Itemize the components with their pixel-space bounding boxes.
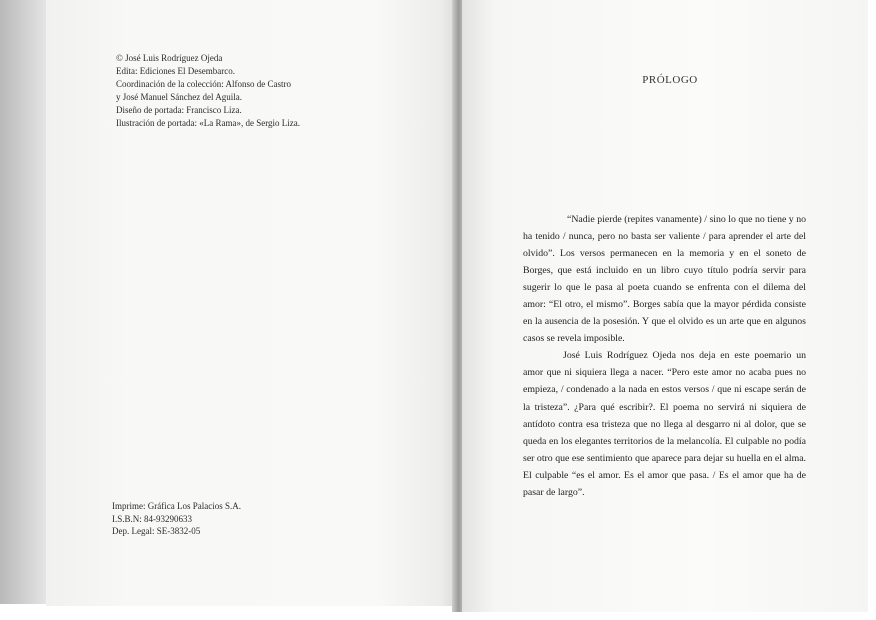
- credit-line: Edita: Ediciones El Desembarco.: [116, 65, 235, 76]
- credit-line: Ilustración de portada: «La Rama», de Sergio Liza.: [116, 117, 301, 128]
- imprint-block: [112, 500, 241, 538]
- imprint-line: Dep. Legal: SE-3832-05: [112, 526, 201, 536]
- prologue-heading: PRÓLOGO: [642, 74, 698, 86]
- book-edge: [0, 0, 48, 604]
- prologue-paragraph: “Nadie pierde (repites vanamente) / sino lo que no tiene y no ha tenido / nunca, pero no basta ser valiente / para aprender el arte del olvido”. Los versos permanecen en la memoria y en el soneto de Borges, que está incluido en un libro cuyo título podría servir para sugerir lo que le pasa al poeta cuando se enfrenta con el dilema del amor: “El otro, el mismo”. Borges sabía que la mayor pérdida consiste en la ausencia de la posesión. Y que el olvido es un arte que en algunos casos se revela imposible.: [523, 214, 806, 345]
- credit-line: y José Manuel Sánchez del Aguila.: [116, 91, 242, 102]
- credit-line: Coordinación de la colección: Alfonso de Castro: [116, 78, 291, 89]
- credits-block: [116, 52, 300, 129]
- imprint-line: Imprime: Gráfica Los Palacios S.A.: [112, 501, 241, 511]
- credit-line: Diseño de portada: Francisco Liza.: [116, 104, 242, 115]
- imprint-line: I.S.B.N: 84-93290633: [112, 513, 193, 524]
- credit-line: © José Luis Rodríguez Ojeda: [116, 53, 223, 63]
- prologue-paragraph: José Luis Rodríguez Ojeda nos deja en este poemario un amor que ni siquiera llega a nacer. “Pero este amor no acaba pues no empieza, / condenado a la nada en estos versos / que ni escape serán de la tristeza”. ¿Para qué escribir?. El poema no servirá ni siquiera de antídoto contra esa tristeza que no llega al desgarro ni al dolor, que se queda en los elegantes territorios de la melancolía. El culpable no podía ser otro que ese sentimiento que aparece para dejar su huella en el alma. El culpable “es el amor. Es el amor que pasa. / Es el amor que ha de pasar de largo”.: [523, 350, 806, 498]
- prologue-text: [523, 211, 806, 501]
